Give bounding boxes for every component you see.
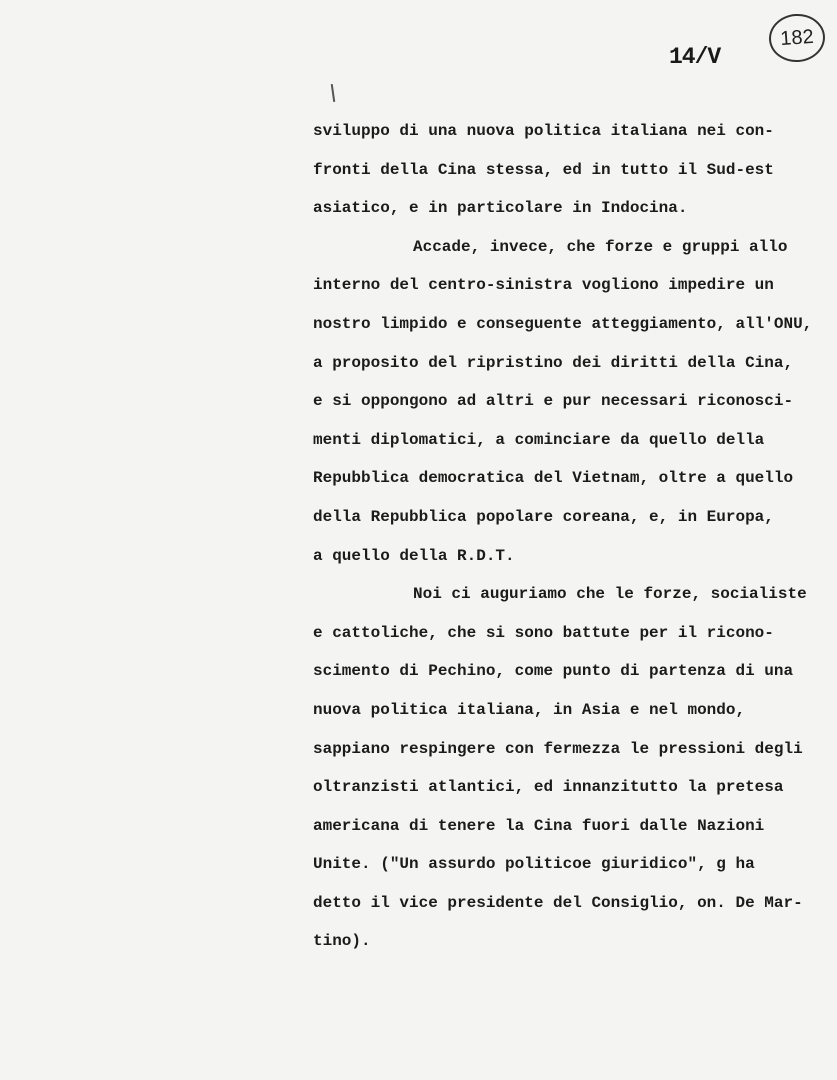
archive-stamp: 182 (767, 12, 826, 64)
text-line: tino). (313, 932, 371, 951)
text-line: nostro limpido e conseguente atteggiamento, all'ONU, (313, 314, 813, 333)
text-line: scimento di Pechino, come punto di partenza di una (313, 662, 794, 681)
text-line: Unite. ("Un assurdo politicoe giuridico", g ha (313, 855, 755, 874)
text-line: e si oppongono ad altri e pur necessari riconosci- (313, 392, 794, 411)
page-number: 14/V (669, 44, 721, 70)
text-line: sviluppo di una nuova politica italiana nei con- (313, 122, 774, 140)
bleed-through-watermark (90, 640, 184, 744)
text-line: Accade, invece, che forze e gruppi allo (413, 237, 788, 256)
text-line: detto il vice presidente del Consiglio, on. De Mar- (313, 893, 803, 912)
text-line: Repubblica democratica del Vietnam, oltre a quello (313, 469, 794, 488)
text-line: a quello della R.D.T. (313, 546, 515, 565)
typewritten-body (313, 112, 828, 961)
text-line: a proposito del ripristino dei diritti della Cina, (313, 353, 794, 372)
text-line: asiatico, e in particolare in Indocina. (313, 199, 688, 218)
text-line: americana di tenere la Cina fuori dalle Nazioni (313, 816, 765, 835)
text-line: fronti della Cina stessa, ed in tutto il Sud-est (313, 160, 774, 179)
text-line: e cattoliche, che si sono battute per il ricono- (313, 623, 774, 642)
text-line: sappiano respingere con fermezza le pressioni degli (313, 739, 803, 758)
text-line: oltranzisti atlantici, ed innanzitutto la pretesa (313, 778, 784, 797)
margin-mark (331, 84, 335, 102)
text-line: della Repubblica popolare coreana, e, in Europa, (313, 507, 774, 526)
text-line: menti diplomatici, a cominciare da quello della (313, 430, 765, 449)
text-line: interno del centro-sinistra vogliono impedire un (313, 276, 774, 295)
text-line: Noi ci auguriamo che le forze, socialiste (413, 585, 807, 604)
text-line: nuova politica italiana, in Asia e nel mondo, (313, 700, 746, 719)
